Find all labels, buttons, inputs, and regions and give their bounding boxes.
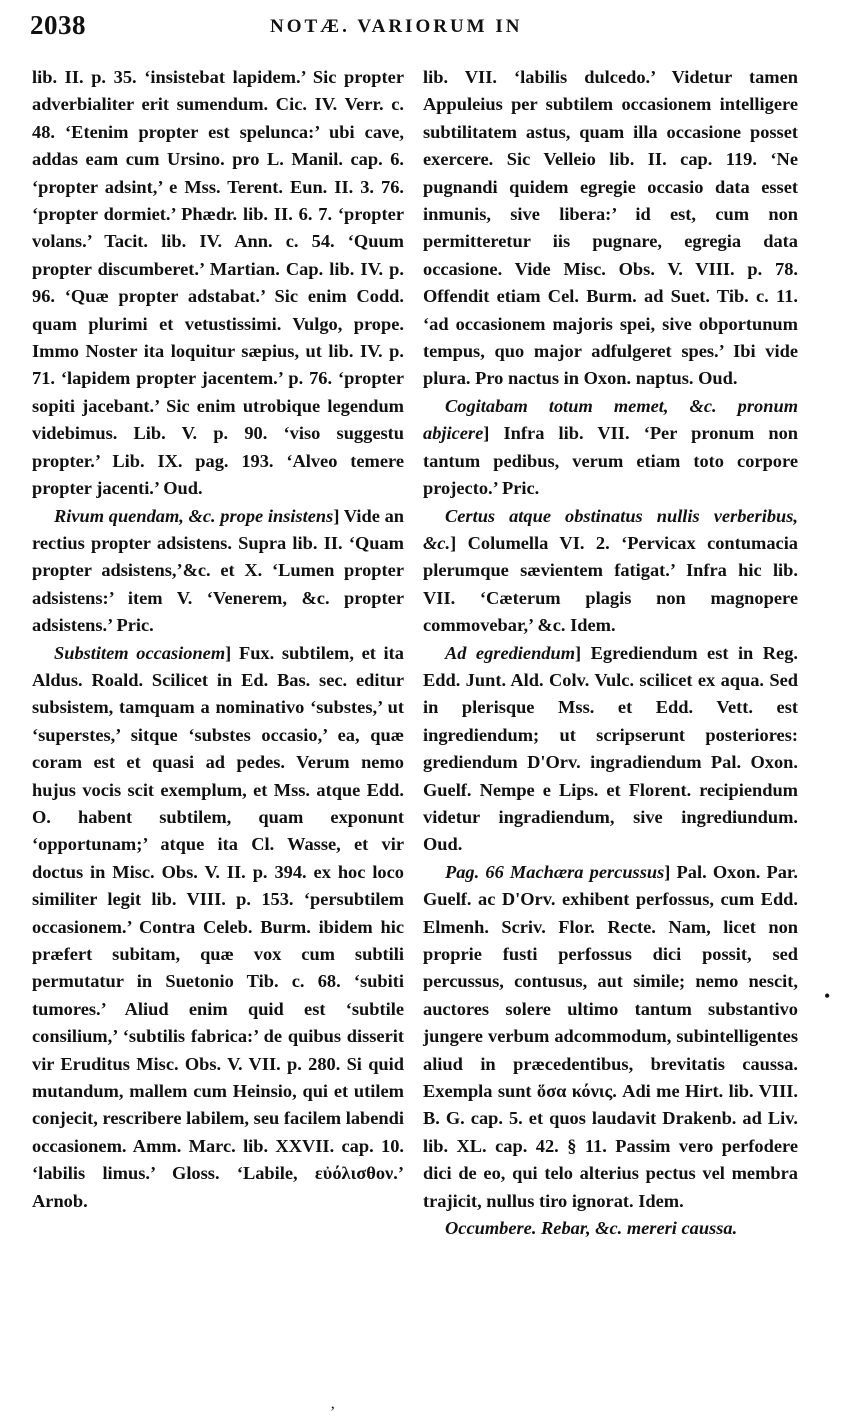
note-paragraph [32, 640, 404, 1216]
note-paragraph [32, 503, 404, 640]
note-lemma: Certus atque obstinatus nullis verberibus, &c. [423, 505, 798, 553]
note-text: ] Columella VI. 2. ‘Pervicax contumacia plerumque sævientem fatigat.’ Infra hic lib. VII. ‘Cæterum plagis non magnopere commovebar,’ &c. Idem. [423, 532, 798, 636]
running-title: NOTÆ. VARIORUM IN [270, 16, 523, 37]
note-lemma: Occumbere. Rebar, &c. mereri caussa. [445, 1218, 738, 1239]
note-text: ] Infra lib. VII. ‘Per pronum non tantum pedibus, verum etiam toto corpore projecto.’ Pric. [423, 423, 798, 499]
paragraph-text: lib. VII. ‘labilis dulcedo.’ Videtur tamen Appuleius per subtilem occasionem intelligere subtilitatem astus, quam illa occasione posset exercere. Sic Velleio lib. II. cap. 119. ‘Ne pugnandi quidem egregie occasio data esset inmunis, sive libera:’ id est, cum non permitteretur iis pugnare, egregia data occasione. Vide Misc. Obs. V. VIII. p. 78. Offendit etiam Cel. Burm. ad Suet. Tib. c. 11. ‘ad occasionem majoris spei, sive obportunum tempus, quo major adfulgeret spes.’ Ibi vide plura. Pro nactus in Oxon. naptus. Oud. [423, 67, 798, 389]
note-lemma: Pag. 66 Machæra percussus [445, 861, 665, 882]
note-paragraph [423, 393, 798, 503]
paragraph-text: lib. II. p. 35. ‘insistebat lapidem.’ Sic propter adverbialiter erit sumendum. Cic. IV. Verr. c. 48. ‘Etenim propter est spelunca:’ ubi cave, addas eam cum Ursino. pro L. Manil. cap. 6. ‘propter adsint,’ e Mss. Terent. Eun. II. 3. 76. ‘propter dormiet.’ Phædr. lib. II. 6. 7. ‘propter volans.’ Tacit. lib. IV. Ann. c. 54. ‘Quum propter discumberet.’ Martian. Cap. lib. IV. p. 96. ‘Quæ propter adstabat.’ Sic enim Codd. quam plurimi et vetustissimi. Vulgo, prope. Immo Noster ita loquitur sæpius, ut lib. IV. p. 71. ‘lapidem propter jacentem.’ p. 76. ‘propter sopiti jacebant.’ Sic enim utrobique legendum videbimus. Lib. V. p. 90. ‘viso suggestu propter.’ Lib. IX. pag. 193. ‘Alveo temere propter jacenti.’ Oud. [32, 67, 404, 499]
note-text: ] Vide an rectius propter adsistens. Supra lib. II. ‘Quam propter adsistens,’&c. et X. ‘Lumen propter adsistens:’ item V. ‘Venerem, &c. propter adsistens.’ Pric. [32, 505, 404, 636]
note-lemma: Cogitabam totum memet, &c. pronum abjicere [423, 395, 798, 444]
paragraph [423, 64, 798, 393]
left-column [32, 64, 404, 1215]
stray-dot: • [824, 986, 831, 1006]
page-header [30, 10, 821, 50]
paragraph [32, 64, 404, 503]
bottom-mark: ʼ [330, 1404, 336, 1421]
note-paragraph [423, 859, 798, 1215]
note-text: ] Egrediendum est in Reg. Edd. Junt. Ald. Colv. Vulc. scilicet ex aqua. Sed in plerisque Mss. et Edd. Vett. est ingrediendum; ut scripserunt posteriores: grediendum D'Orv. ingradiendum Pal. Oxon. Guelf. Nempe e Lips. et Florent. recipiendum videtur ingradiendum, sive ingrediundum. Oud. [423, 642, 798, 855]
note-paragraph [423, 503, 798, 640]
note-text: ] Fux. subtilem, et ita Aldus. Roald. Scilicet in Ed. Bas. sec. editur subsistem, tamquam a nominativo ‘substes,’ ut ‘superstes,’ sitque ‘substes occasio,’ ea, quæ coram est et quasi ad pedes. Verum nemo hujus vocis scit exemplum, et Mss. atque Edd. O. habent subtilem, quam exponunt ‘opportunam;’ atque ita Cl. Wasse, et vir doctus in Misc. Obs. V. II. p. 394. ex hoc loco similiter legit lib. VIII. p. 153. ‘persubtilem occasionem.’ Contra Celeb. Burm. ibidem hic præfert subitam, quæ vox cum subtili permutatur in Suetonio Tib. c. 68. ‘subiti tumores.’ Aliud enim quid est ‘subtile consilium,’ ‘subtilis fabrica:’ de quibus disserit vir Eruditus Misc. Obs. V. VII. p. 280. Si quid mutandum, mallem cum Heinsio, qui et utilem conjecit, rescribere labilem, seu facilem labendi occasionem. Amm. Marc. lib. XXVII. cap. 10. ‘labilis limus.’ Gloss. ‘Labile, εὐόλισθον.’ Arnob. [32, 642, 404, 1211]
page-number: 2038 [30, 10, 86, 40]
right-column [423, 64, 798, 1242]
note-lemma: Substitem occasionem [54, 642, 226, 663]
note-text: ] Pal. Oxon. Par. Guelf. ac D'Orv. exhibent perfossus, cum Edd. Elmenh. Scriv. Flor. Recte. Nam, licet non proprie fusti perfossus dici possit, sed percussus, contusus, aut simile; nemo nescit, auctores solere ultimo tantum substantivo jungere verbum adcommodum, subintelligentes aliud in præcedentibus, brevitatis caussa. Exempla sunt ὅσα κόνις. Adi me Hirt. lib. VIII. B. G. cap. 5. et quos laudavit Drakenb. ad Liv. lib. XL. cap. 42. § 11. Passim vero perfodere dici de eo, qui telo alterius pectus vel membra trajicit, nullus tiro ignorat. Idem. [423, 861, 798, 1211]
note-paragraph [423, 1215, 798, 1242]
note-paragraph [423, 640, 798, 859]
note-lemma: Ad egrediendum [445, 642, 576, 663]
note-lemma: Rivum quendam, &c. prope insistens [54, 505, 334, 526]
